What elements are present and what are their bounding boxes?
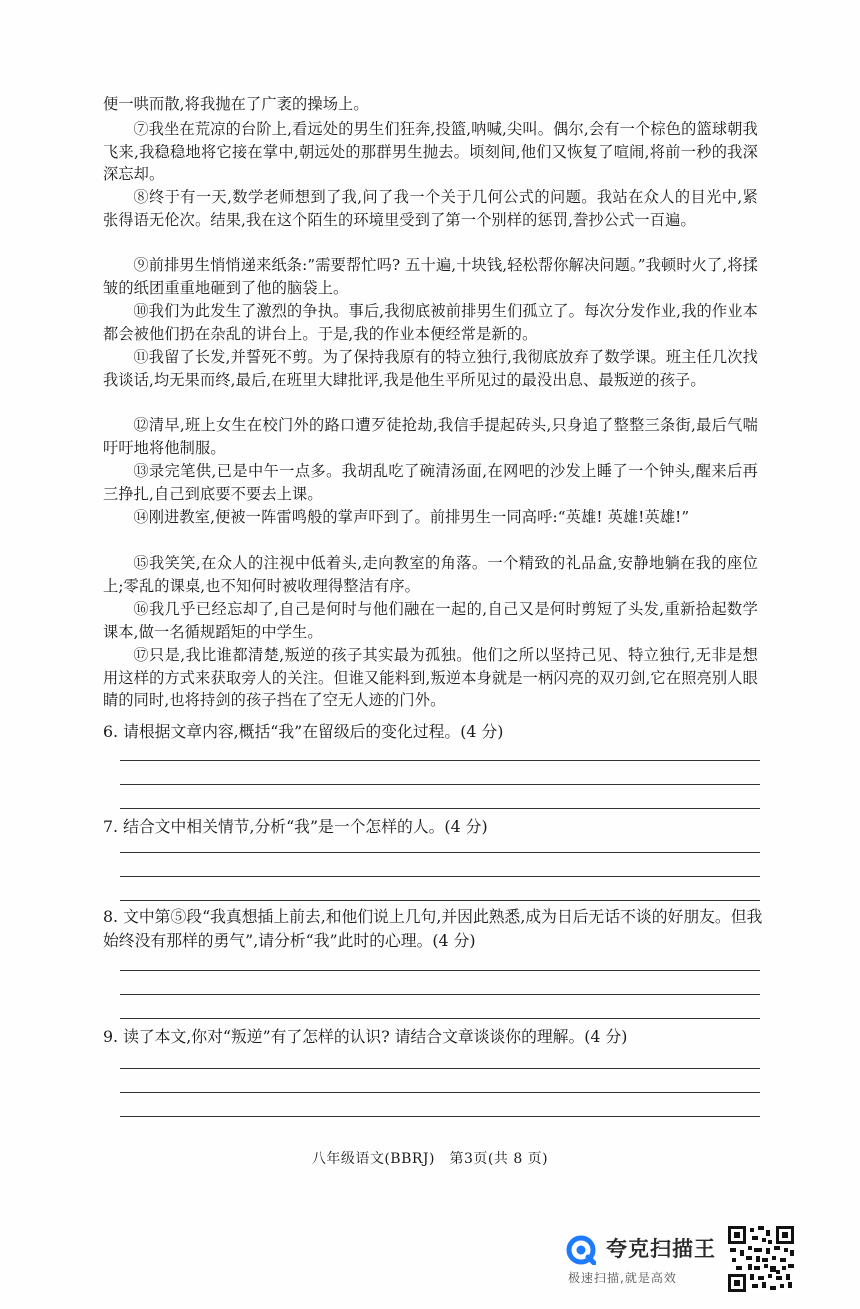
- question-6: 6. 请根据文章内容,概括“我”在留级后的变化过程。(4 分): [103, 722, 504, 741]
- passage-paragraph: ⑧终于有一天,数学老师想到了我,问了我一个关于几何公式的问题。我站在众人的目光中,紧张得语无伦次。结果,我在这个陌生的环境里受到了第一个别样的惩罚,誊抄公式一百遍。: [103, 188, 758, 229]
- answer-line[interactable]: [120, 1116, 760, 1117]
- answer-line[interactable]: [120, 876, 760, 877]
- answer-line[interactable]: [120, 852, 760, 853]
- question-8: 8. 文中第⑤段“我真想插上前去,和他们说上几句,并因此熟悉,成为日后无话不谈的好朋友。但我始终没有那样的勇气”,请分析“我”此时的心理。(4 分): [103, 907, 763, 950]
- scanner-watermark: [566, 1231, 726, 1291]
- passage-paragraph: ⑰只是,我比谁都清楚,叛逆的孩子其实最为孤独。他们之所以坚持己见、特立独行,无非是想用这样的方式来获取旁人的关注。但谁又能料到,叛逆本身就是一柄闪亮的双刃剑,它在照亮别人眼睛的同时,也将持剑的孩子挡在了空无人迹的门外。: [103, 646, 758, 709]
- passage-paragraph: ⑪我留了长发,并誓死不剪。为了保持我原有的特立独行,我彻底放弃了数学课。班主任几次找我谈话,均无果而终,最后,在班里大肆批评,我是他生平所见过的最没出息、最叛逆的孩子。: [103, 348, 758, 389]
- brand-slogan: 极速扫描,就是高效: [568, 1271, 677, 1285]
- passage-paragraph: ⑯我几乎已经忘却了,自己是何时与他们融在一起的,自己又是何时剪短了头发,重新拾起数学课本,做一名循规蹈矩的中学生。: [103, 600, 758, 641]
- passage-paragraph: ⑮我笑笑,在众人的注视中低着头,走向教室的角落。一个精致的礼品盒,安静地躺在我的座位上;零乱的课桌,也不知何时被收理得整洁有序。: [103, 554, 758, 595]
- passage-paragraph: ⑩我们为此发生了激烈的争执。事后,我彻底被前排男生们孤立了。每次分发作业,我的作业本都会被他们扔在杂乱的讲台上。于是,我的作业本便经常是新的。: [103, 302, 758, 343]
- answer-line[interactable]: [120, 760, 760, 761]
- answer-line[interactable]: [120, 808, 760, 809]
- answer-line[interactable]: [120, 1068, 760, 1069]
- quark-logo-icon: [566, 1235, 596, 1265]
- page-footer: 八年级语文(BBRJ) 第3页(共 8 页): [311, 1151, 549, 1167]
- brand-name: 夸克扫描王: [606, 1237, 716, 1261]
- question-7: 7. 结合文中相关情节,分析“我”是一个怎样的人。(4 分): [103, 817, 488, 836]
- passage-paragraph: ⑦我坐在荒凉的台阶上,看远处的男生们狂奔,投篮,呐喊,尖叫。偶尔,会有一个棕色的篮球朝我飞来,我稳稳地将它接在掌中,朝远处的那群男生抛去。顷刻间,他们又恢复了喧闹,将前一秒的我深深忘却。: [103, 120, 758, 183]
- answer-line[interactable]: [120, 1018, 760, 1019]
- passage-paragraph: ⑫清早,班上女生在校门外的路口遭歹徒抢劫,我信手提起砖头,只身追了整整三条街,最后气喘吁吁地将他制服。: [103, 416, 758, 457]
- question-9: 9. 读了本文,你对“叛逆”有了怎样的认识? 请结合文章谈谈你的理解。(4 分): [103, 1027, 628, 1046]
- passage-paragraph: 便一哄而散,将我抛在了广袤的操场上。: [103, 95, 369, 113]
- qr-code-icon: [728, 1226, 794, 1292]
- answer-line[interactable]: [120, 1092, 760, 1093]
- passage-paragraph: ⑬录完笔供,已是中午一点多。我胡乱吃了碗清汤面,在网吧的沙发上睡了一个钟头,醒来后再三挣扎,自己到底要不要去上课。: [103, 462, 758, 503]
- answer-line[interactable]: [120, 900, 760, 901]
- answer-line[interactable]: [120, 994, 760, 995]
- passage-paragraph: ⑭刚进教室,便被一阵雷鸣般的掌声吓到了。前排男生一同高呼:“英雄! 英雄!英雄!”: [133, 508, 690, 526]
- answer-line[interactable]: [120, 784, 760, 785]
- passage-paragraph: ⑨前排男生悄悄递来纸条:”需要帮忙吗? 五十遍,十块钱,轻松帮你解决问题。”我顿时火了,将揉皱的纸团重重地砸到了他的脑袋上。: [103, 256, 758, 297]
- answer-line[interactable]: [120, 970, 760, 971]
